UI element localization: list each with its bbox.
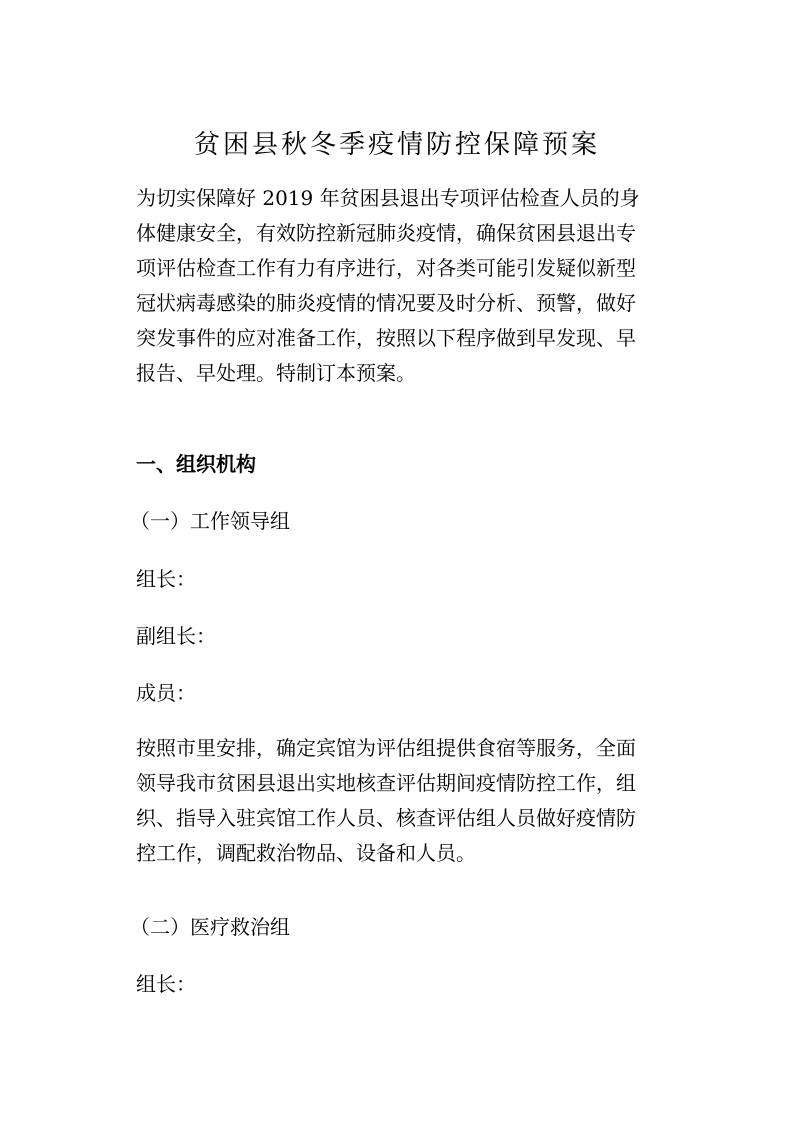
leadership-duty-paragraph <box>136 731 660 871</box>
subsection-heading-leadership: （一）工作领导组 <box>130 509 290 533</box>
members-label: 成员： <box>136 681 196 705</box>
document-title: 贫困县秋冬季疫情防控保障预案 <box>193 130 600 160</box>
section-heading-organization: 一、组织机构 <box>136 452 256 476</box>
intro-paragraph <box>136 181 660 391</box>
intro-line: 冠状病毒感染的肺炎疫情的情况要及时分析、预警，做好 <box>136 291 636 315</box>
medical-leader-label: 组长： <box>136 972 196 996</box>
intro-line: 项评估检查工作有力有序进行，对各类可能引发疑似新型 <box>136 256 636 280</box>
subsection-heading-medical: （二）医疗救治组 <box>130 915 290 939</box>
intro-line: 体健康安全，有效防控新冠肺炎疫情，确保贫困县退出专 <box>136 221 636 245</box>
duty-line: 领导我市贫困县退出实地核查评估期间疫情防控工作，组 <box>136 771 636 795</box>
intro-line: 突发事件的应对准备工作，按照以下程序做到早发现、早 <box>136 326 636 350</box>
duty-line: 按照市里安排，确定宾馆为评估组提供食宿等服务，全面 <box>136 736 636 760</box>
leader-label: 组长： <box>136 567 196 591</box>
intro-line: 为切实保障好 2019 年贫困县退出专项评估检查人员的身 <box>136 186 640 210</box>
intro-line: 报告、早处理。特制订本预案。 <box>136 361 416 385</box>
duty-line: 控工作，调配救治物品、设备和人员。 <box>136 841 476 865</box>
deputy-leader-label: 副组长： <box>136 624 216 648</box>
duty-line: 织、指导入驻宾馆工作人员、核查评估组人员做好疫情防 <box>136 806 636 830</box>
